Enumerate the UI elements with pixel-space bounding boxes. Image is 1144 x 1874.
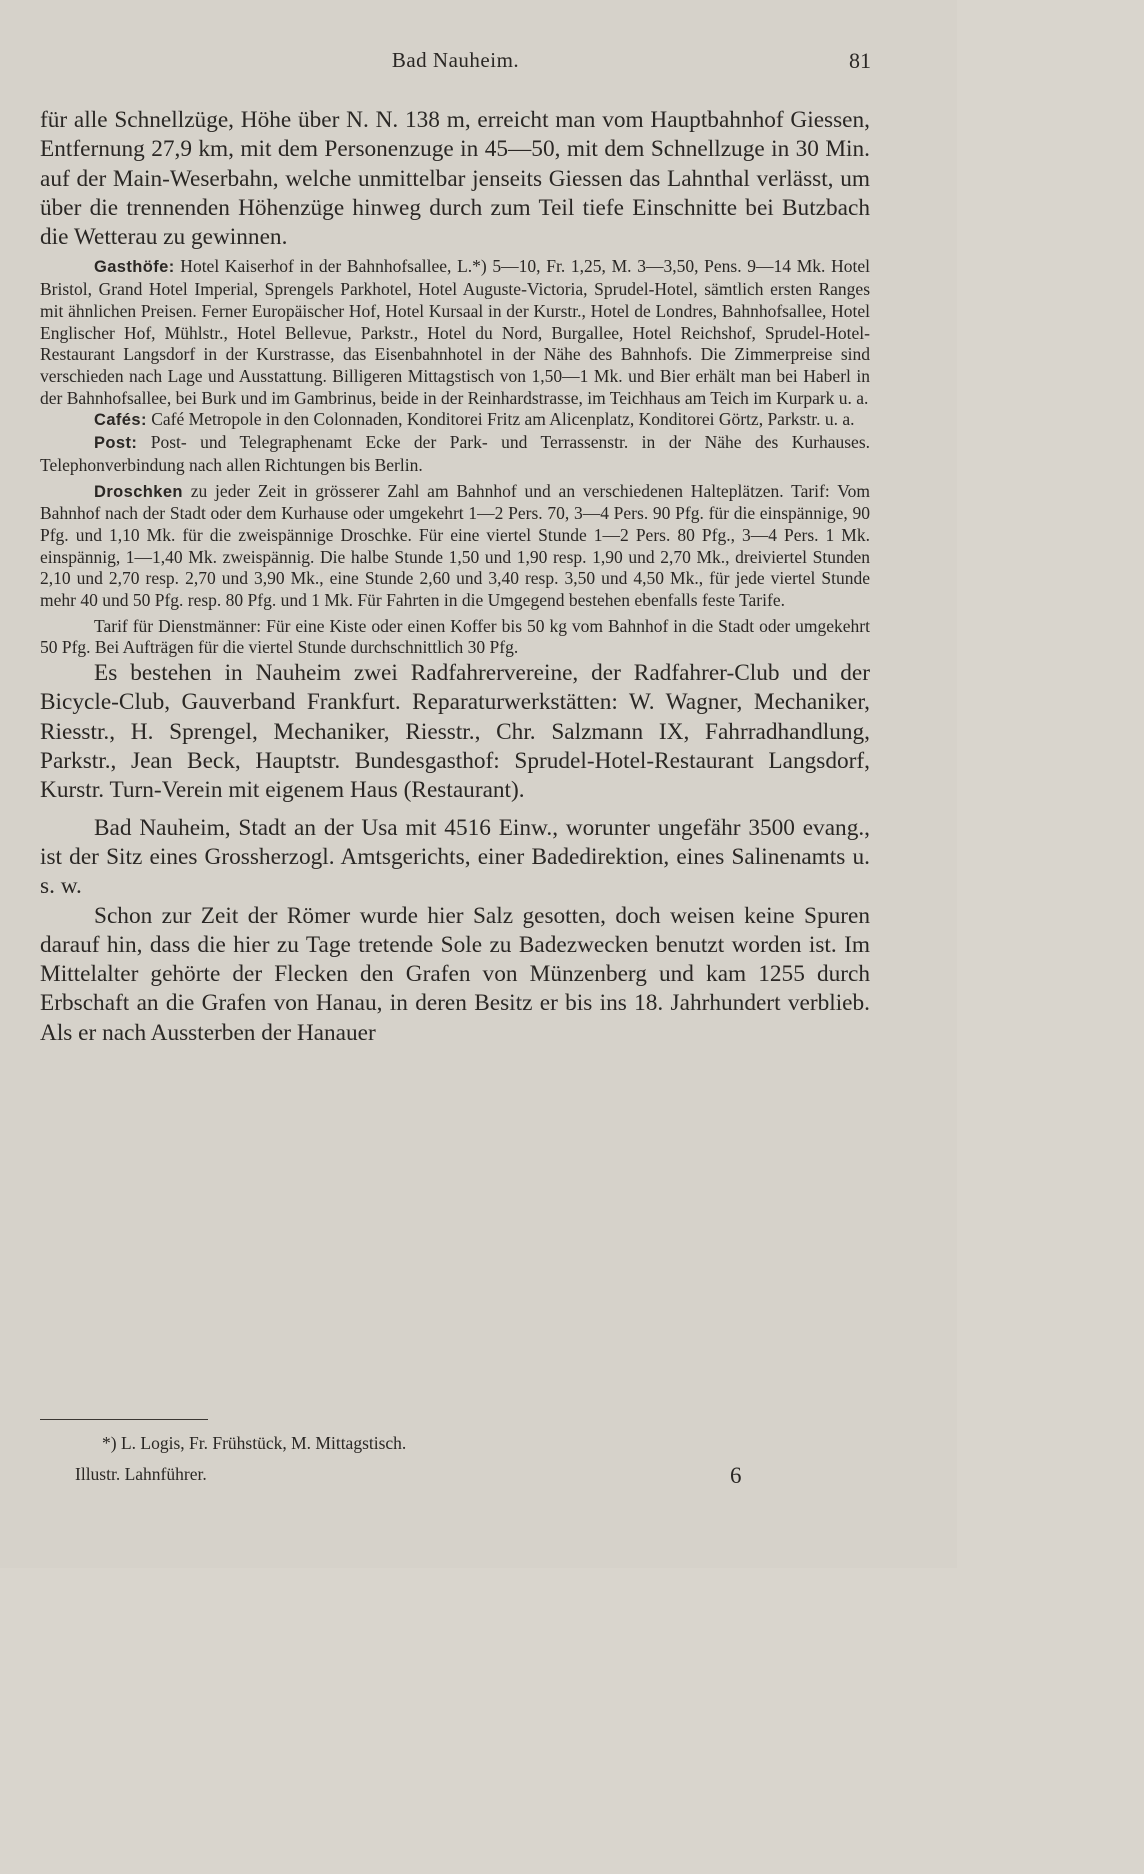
footnote: *) L. Logis, Fr. Frühstück, M. Mittagstisch.	[102, 1433, 407, 1453]
section-label-droschken: Droschken	[94, 482, 183, 501]
signature-mark: Illustr. Lahnführer.	[75, 1464, 207, 1484]
section-label-cafes: Cafés:	[94, 411, 147, 430]
page-title: Bad Nauheim.	[391, 48, 520, 72]
paragraph-bad-nauheim: Bad Nauheim, Stadt an der Usa mit 4516 Einw., worunter ungefähr 3500 evang., ist der Sitz eines Grossherzogl. Amtsgerichts, einer Badedirektion, eines Salinenamts u. s. w.	[40, 814, 870, 900]
footnote-rule	[40, 1419, 208, 1420]
section-label-post: Post:	[94, 434, 138, 453]
paragraph-droschken	[40, 481, 870, 612]
paragraph-post	[40, 432, 870, 476]
section-label-gasthoefe: Gasthöfe:	[94, 258, 175, 277]
paragraph-gasthoefe	[40, 256, 870, 409]
cafes-text: Café Metropole in den Colonnaden, Konditorei Fritz am Alicenplatz, Konditorei Görtz, Parkstr. u. a.	[146, 409, 855, 430]
page-body	[40, 106, 870, 1048]
paragraph-arrival: für alle Schnellzüge, Höhe über N. N. 138 m, erreicht man vom Hauptbahnhof Giessen, Entfernung 27,9 km, mit dem Personenzuge in 45—50, mit dem Schnellzuge in 30 Min. auf der Main-Weserbahn, welche unmittelbar jenseits Giessen das Lahnthal verlässt, um über die trennenden Höhenzüge hinweg durch zum Teil tiefe Einschnitte bei Butzbach die Wetterau zu gewinnen.	[40, 107, 870, 251]
paragraph-tarif-dienstmaenner: Tarif für Dienstmänner: Für eine Kiste oder einen Koffer bis 50 kg vom Bahnhof in die Stadt oder umgekehrt 50 Pfg. Bei Aufträgen für die viertel Stunde durchschnittlich 30 Pfg.	[40, 615, 870, 658]
running-head	[40, 48, 871, 78]
gasthoefe-text: Hotel Kaiserhof in der Bahnhofsallee, L.*) 5—10, Fr. 1,25, M. 3—3,50, Pens. 9—14 Mk. Hotel Bristol, Grand Hotel Imperial, Sprengels Parkhotel, Hotel Auguste-Victoria, Sprudel-Hotel, sämtlich ersten Ranges mit ähnlichen Preisen. Ferner Europäischer Hof, Hotel Kursaal in der Kurstr., Hotel de Londres, Bahnhofsallee, Hotel Englischer Hof, Mühlstr., Hotel Bellevue, Parkstr., Hotel du Nord, Burgallee, Hotel Reichshof, Sprudel-Hotel-Restaurant Langsdorf in der Kurstrasse, das Eisenbahnhotel in der Nähe des Bahnhofs. Die Zimmerpreise sind verschieden nach Lage und Ausstattung. Billigeren Mittagstisch von 1,50—1 Mk. und Bier erhält man bei Haberl in der Bahnhofsallee, bei Burk und im Gambrinus, beide in der Reinhardstrasse, im Teichhaus am Teich im Kurpark u. a.	[40, 256, 870, 408]
paragraph-cafes	[40, 409, 870, 432]
paragraph-radfahrer: Es bestehen in Nauheim zwei Radfahrervereine, der Radfahrer-Club und der Bicycle-Club, Gauverband Frankfurt. Reparaturwerkstätten: W. Wagner, Mechaniker, Riesstr., H. Sprengel, Mechaniker, Riesstr., Chr. Salzmann IX, Fahrradhandlung, Parkstr., Jean Beck, Hauptstr. Bundesgasthof: Sprudel-Hotel-Restaurant Langsdorf, Kurstr. Turn-Verein mit eigenem Haus (Restaurant).	[40, 660, 870, 804]
paragraph-roemer: Schon zur Zeit der Römer wurde hier Salz gesotten, doch weisen keine Spuren darauf hin, dass die hier zu Tage tretende Sole zu Badezwecken benutzt worden ist. Im Mittelalter gehörte der Flecken den Grafen von Münzenberg und kam 1255 durch Erbschaft an die Grafen von Hanau, in deren Besitz er bis ins 18. Jahrhundert verblieb. Als er nach Aussterben der Hanauer	[40, 902, 870, 1046]
droschken-text: zu jeder Zeit in grösserer Zahl am Bahnhof und an verschiedenen Halteplätzen. Tarif: Vom Bahnhof nach der Stadt oder dem Kurhause oder umgekehrt 1—2 Pers. 70, 3—4 Pers. 90 Pfg. für die einspännige, 90 Pfg. und 1,10 Mk. für die zweispännige Droschke. Für eine viertel Stunde 1—2 Pers. 80 Pfg., 3—4 Pers. 1 Mk. einspännig, 1—1,40 Mk. zweispännig. Die halbe Stunde 1,50 und 1,90 resp. 1,90 und 2,70 Mk., dreiviertel Stunden 2,10 und 2,70 resp. 2,70 und 3,90 Mk., eine Stunde 2,60 und 3,40 resp. 3,50 und 4,50 Mk., für jede viertel Stunde mehr 40 und 50 Pfg. resp. 80 Pfg. und 1 Mk. Für Fahrten in die Umgegend bestehen ebenfalls feste Tarife.	[40, 480, 870, 611]
post-text: Post- und Telegraphenamt Ecke der Park- und Terrassenstr. in der Nähe des Kurhauses. Telephonverbindung nach allen Richtungen bis Berlin.	[40, 432, 870, 475]
page-number: 81	[849, 48, 871, 73]
signature-number: 6	[730, 1463, 742, 1488]
